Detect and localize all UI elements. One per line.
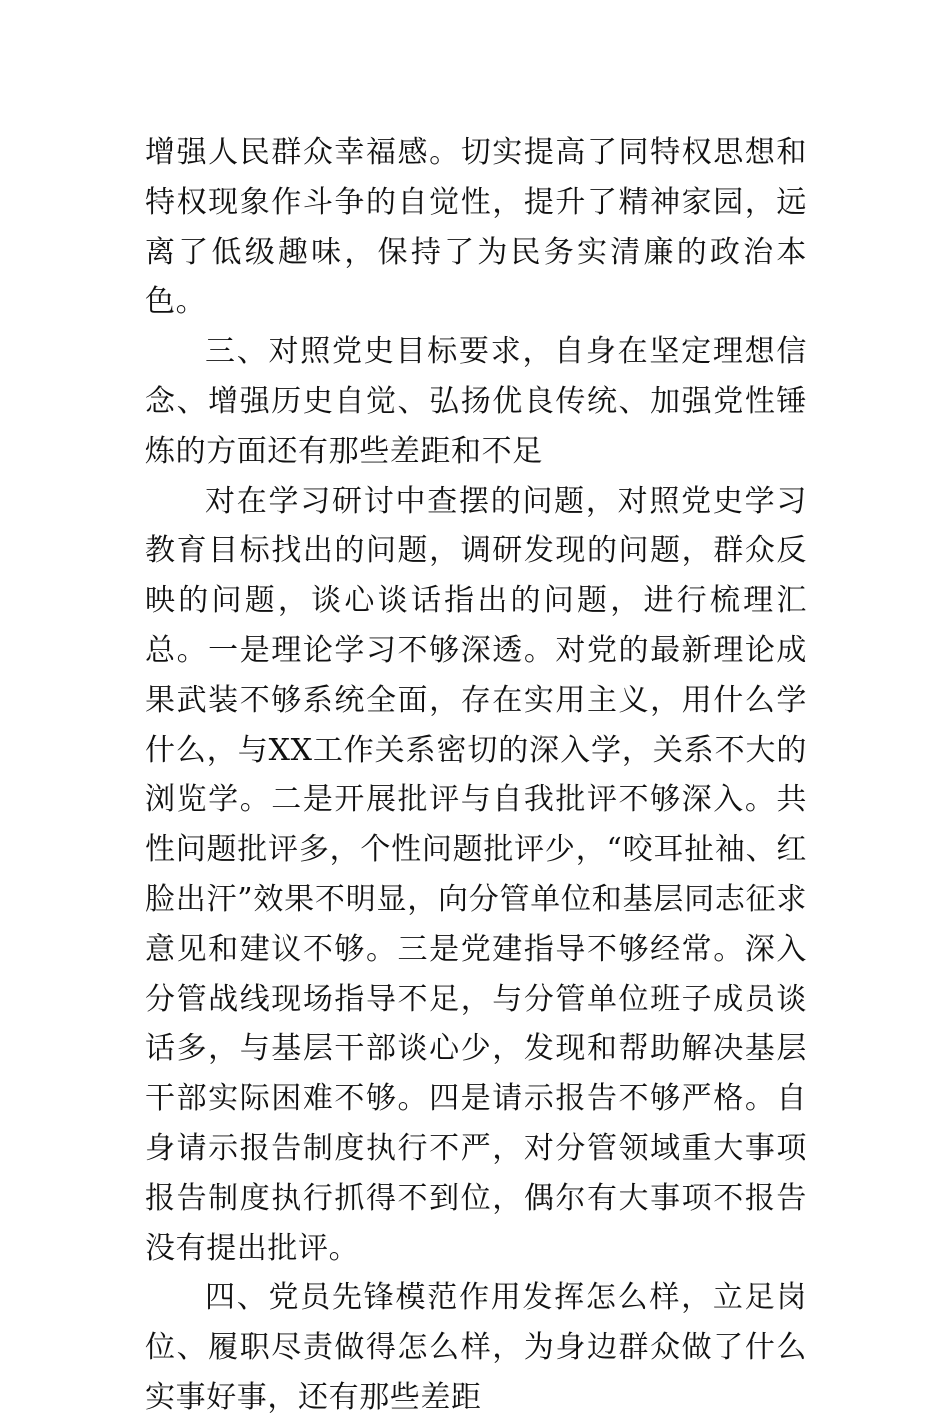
document-body [145,128,807,1423]
paragraph-problems: 对在学习研讨中查摆的问题，对照党史学习教育目标找出的问题，调研发现的问题，群众反映的问题，谈心谈话指出的问题，进行梳理汇总。一是理论学习不够深透。对党的最新理论成果武装不够系统全面，存在实用主义，用什么学什么，与XX工作关系密切的深入学，关系不大的浏览学。二是开展批评与自我批评不够深入。共性问题批评多，个性问题批评少，“咬耳扯袖、红脸出汗”效果不明显，向分管单位和基层同志征求意见和建议不够。三是党建指导不够经常。深入分管战线现场指导不足，与分管单位班子成员谈话多，与基层干部谈心少，发现和帮助解决基层干部实际困难不够。四是请示报告不够严格。自身请示报告制度执行不严，对分管领域重大事项报告制度执行抓得不到位，偶尔有大事项不报告没有提出批评。 [145,483,807,1266]
section-heading-four: 四、党员先锋模范作用发挥怎么样，立足岗位、履职尽责做得怎么样，为身边群众做了什么实事好事，还有那些差距 [145,1280,807,1415]
section-heading-three: 三、对照党史目标要求，自身在坚定理想信念、增强历史自觉、弘扬优良传统、加强党性锤炼的方面还有那些差距和不足 [145,334,807,469]
paragraph-continuation: 增强人民群众幸福感。切实提高了同特权思想和特权现象作斗争的自觉性，提升了精神家园，远离了低级趣味，保持了为民务实清廉的政治本色。 [145,135,807,320]
